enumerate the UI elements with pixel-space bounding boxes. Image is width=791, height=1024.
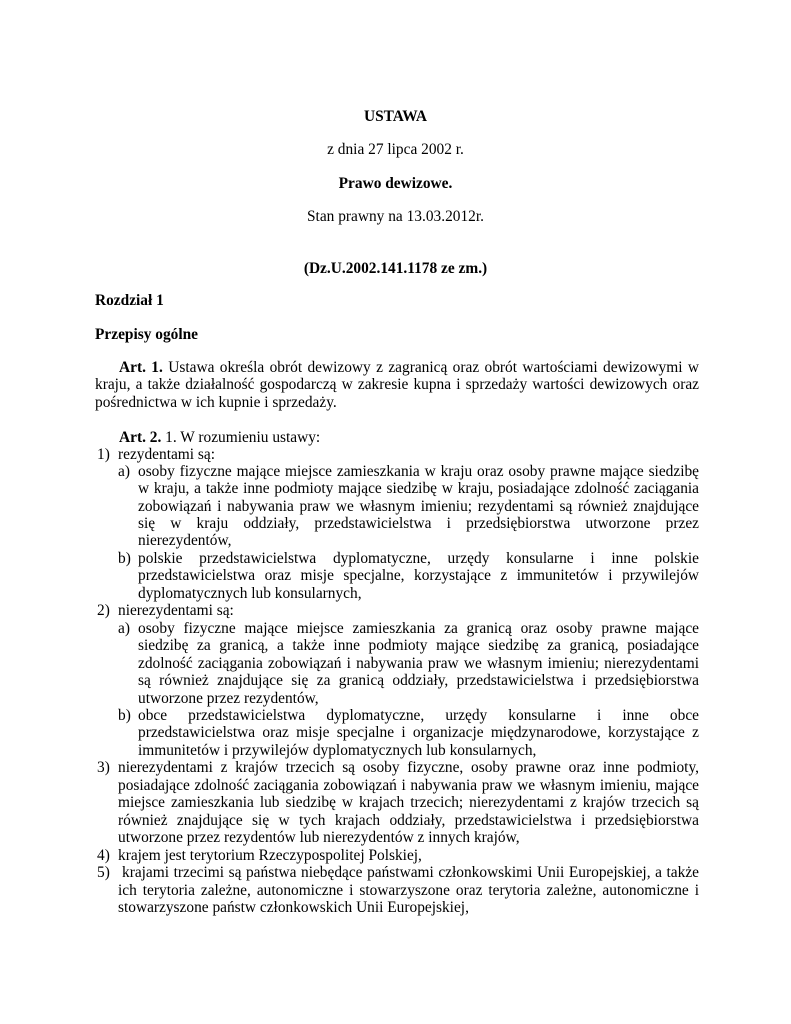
item-number: 2) [97,602,110,619]
item-line: utworzone przez rezydentów lub nierezydentów z innych krajów, [118,829,520,846]
sub-item-line: są również znajdujące się za granicą oddziały, przedstawicielstwa i przedsiębiorstwa [138,672,699,689]
sub-item-line: utworzone przez rezydentów, [138,690,319,707]
act-title: USTAWA [363,108,427,125]
sub-item-line: przedstawicielstwa oraz misje specjalne i organizacje międzynarodowe, korzystające z [138,724,699,741]
chapter-label: Rozdział 1 [95,292,164,309]
legal-status: Stan prawny na 13.03.2012r. [307,208,484,225]
sub-item-letter: a) [118,620,130,637]
item-text: rezydentami są: [118,446,216,463]
sub-item-line: nierezydentów, [138,532,232,549]
act-date: z dnia 27 lipca 2002 r. [327,141,464,158]
item-number: 3) [97,759,110,776]
sub-item-line: w kraju, a także inne podmioty mające siedzibę w kraju, posiadające zdolność zaciągania [138,480,699,497]
sub-item-line: polskie przedstawicielstwa dyplomatyczne, urzędy konsularne i inne polskie [138,550,699,567]
sub-item-line: osoby fizyczne mające miejsce zamieszkania w kraju oraz osoby prawne mające siedzibę [138,463,699,480]
item-number: 1) [97,446,110,463]
art1-line-1: Art. 1. Ustawa określa obrót dewizowy z zagranicą oraz obrót wartościami dewizowymi w [95,359,699,377]
sub-item-line: siedzibę za granicą, a także inne podmioty mające siedzibę za granicą, posiadające [138,637,699,654]
sub-item-line: zdolność zaciągania zobowiązań i nabywania praw we własnym imieniu; nierezydentami [138,655,699,672]
sub-item-line: immunitetów i przywilejów dyplomatycznych lub konsularnych, [138,742,537,759]
item-line: stowarzyszone państw członkowskich Unii Europejskiej, [118,899,469,916]
act-name: Prawo dewizowe. [338,175,453,192]
sub-item-line: przedstawicielstwa oraz misje specjalne, korzystające z immunitetów i przywilejów [138,567,699,584]
art1-line-3: pośrednictwa w ich kupnie i sprzedaży. [95,394,337,411]
sub-item-line: się w kraju oddziały, przedstawicielstwa i przedsiębiorstwa utworzone przez [138,515,699,532]
item-number: 4) [97,847,110,864]
sub-item-line: osoby fizyczne mające miejsce zamieszkania za granicą oraz osoby prawne mające [138,620,699,637]
item-line: ich terytoria zależne, autonomiczne i stowarzyszone oraz terytoria zależne, autonomiczne i [118,882,699,899]
item-text: nierezydentami są: [118,602,234,619]
art2-intro: Art. 2. 1. W rozumieniu ustawy: [119,429,321,446]
item-line: również znajdujące się w tych krajach oddziały, przedstawicielstwa i przedsiębiorstwa [118,812,699,829]
sub-item-letter: b) [118,550,131,567]
item-line: krajami trzecimi są państwa niebędące państwami członkowskimi Unii Europejskiej, a także [122,864,699,881]
sub-item-line: dyplomatycznych lub konsularnych, [138,585,362,602]
item-line: nierezydentami z krajów trzecich są osoby fizyczne, osoby prawne oraz inne podmioty, [118,759,699,776]
art1-label: Art. 1. [119,359,163,376]
art2-label: Art. 2. [119,429,162,446]
sub-item-letter: b) [118,707,131,724]
sub-item-letter: a) [118,463,130,480]
sub-item-line: zobowiązań i nabywania praw we własnym imieniu; rezydentami są również znajdujące [138,498,699,515]
item-number: 5) [97,864,110,881]
journal-reference: (Dz.U.2002.141.1178 ze zm.) [303,260,488,277]
item-line: miejsce zamieszkania lub siedzibę w krajach trzecich; nierezydentami z krajów trzecich są [118,794,699,811]
item-line: posiadające zdolność zaciągania zobowiązań i nabywania praw we własnym imieniu, mające [118,777,699,794]
item-line: krajem jest terytorium Rzeczypospolitej Polskiej, [118,847,422,864]
chapter-heading: Przepisy ogólne [95,326,199,343]
art1-line-2: kraju, a także działalność gospodarczą w zakresie kupna i sprzedaży wartości dewizowych oraz [95,376,699,393]
sub-item-line: obce przedstawicielstwa dyplomatyczne, urzędy konsularne i inne obce [138,707,699,724]
